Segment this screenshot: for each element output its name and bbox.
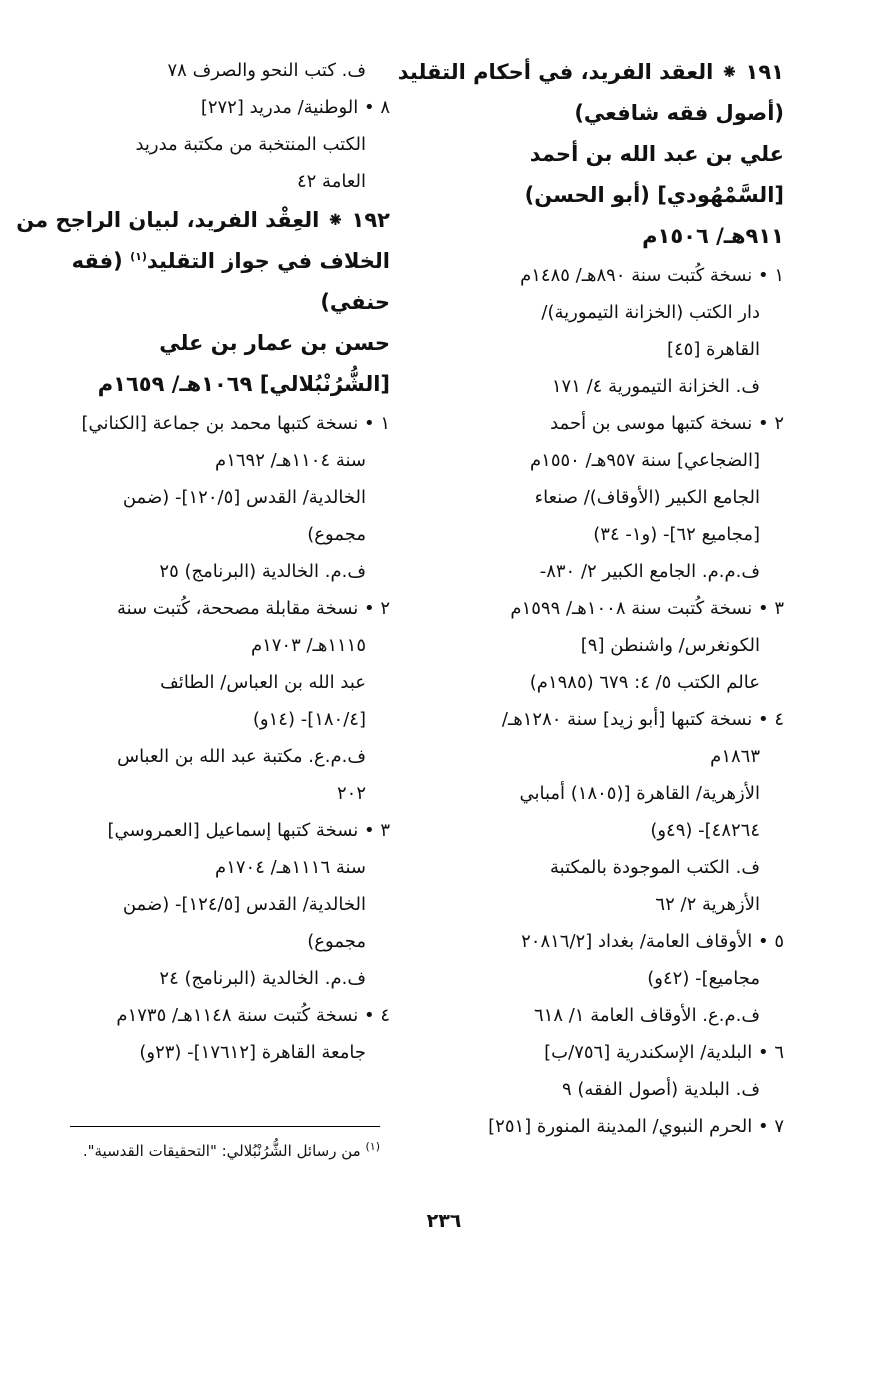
entry-line: [446, 923, 784, 960]
footnote: [20, 1139, 380, 1163]
line-text: الخالدية/ القدس [١٢٠/٥]- (ضمن: [122, 487, 366, 508]
entry-line: [446, 627, 784, 664]
line-text: دار الكتب (الخزانة التيمورية)/: [541, 302, 760, 323]
line-text: ١٨٦٣م: [710, 746, 760, 767]
line-text: الخالدية/ القدس [١٢٤/٥]- (ضمن: [122, 894, 366, 915]
entry-line: [446, 479, 784, 516]
entry-line: [60, 405, 390, 442]
footnote-reference: (١): [130, 250, 147, 263]
line-text: ١٩١ ⁕ العقد الفريد، في أحكام التقليد: [397, 60, 784, 84]
line-text: [السَّمْهُودي] (أبو الحسن): [524, 183, 784, 207]
entry-line: [446, 331, 784, 368]
line-text: ٢ • نسخة كتبها موسى بن أحمد: [550, 413, 784, 434]
line-text: ٤ • نسخة كُتبت سنة ١١٤٨هـ/ ١٧٣٥م: [116, 1005, 390, 1026]
line-text: الجامع الكبير (الأوقاف)/ صنعاء: [534, 487, 760, 508]
line-text: ١ • نسخة كتبها محمد بن جماعة [الكناني]: [81, 413, 390, 434]
line-text: ٥ • الأوقاف العامة/ بغداد [٢٠٨١٦/٢: [521, 931, 784, 952]
entry-line: [60, 553, 390, 590]
entry-line: [60, 590, 390, 627]
entry-line: [446, 590, 784, 627]
entry-heading-line: [16, 200, 390, 241]
line-text: ف. الخزانة التيمورية ٤/ ١٧١: [551, 376, 760, 397]
entry-line: [446, 257, 784, 294]
footnote-separator: [70, 1126, 380, 1127]
line-text: عبد الله بن العباس/ الطائف: [160, 672, 366, 693]
line-text: الخلاف في جواز التقليد: [146, 249, 390, 273]
line-text: الكتب المنتخبة من مكتبة مدريد: [135, 134, 366, 155]
entry-line: [60, 923, 390, 960]
line-text: ٤ • نسخة كتبها [أبو زيد] سنة ١٢٨٠هـ/: [501, 709, 784, 730]
line-text: ف. كتب النحو والصرف ٧٨: [167, 60, 366, 81]
entry-line: [446, 997, 784, 1034]
entry-heading-line: [60, 241, 390, 282]
line-text: جامعة القاهرة [١٧٦١٢]- (٢٣و): [139, 1042, 366, 1063]
entry-line: [446, 1034, 784, 1071]
entry-line: [446, 442, 784, 479]
footnote-marker: (١): [365, 1140, 380, 1153]
line-text: القاهرة [٤٥]: [666, 339, 760, 360]
entry-line: [60, 738, 390, 775]
entry-line: [446, 368, 784, 405]
line-text: ١ • نسخة كُتبت سنة ٨٩٠هـ/ ١٤٨٥م: [520, 265, 784, 286]
line-text: الأزهرية/ القاهرة [(١٨٠٥) أمبابي: [519, 783, 760, 804]
line-text: ف.م. الخالدية (البرنامج) ٢٥: [159, 561, 366, 582]
line-text: ف.م. الخالدية (البرنامج) ٢٤: [159, 968, 366, 989]
line-text: ٢٠٢: [336, 783, 366, 804]
line-text: علي بن عبد الله بن أحمد: [529, 142, 784, 166]
line-text: مجموع): [307, 524, 366, 545]
entry-line: [446, 775, 784, 812]
entry-line: [446, 886, 784, 923]
line-text: الأزهرية ٢/ ٦٢: [655, 894, 760, 915]
entry-line: [60, 664, 390, 701]
line-text: [الضجاعي] سنة ٩٥٧هـ/ ١٥٥٠م: [530, 450, 760, 471]
line-text: ١١١٥هـ/ ١٧٠٣م: [250, 635, 366, 656]
entry-line: [60, 516, 390, 553]
entry-line: [60, 812, 390, 849]
entry-heading-line: [60, 323, 390, 364]
line-text: ف. البلدية (أصول الفقه) ٩: [562, 1079, 760, 1100]
line-text: مجاميع]- (٤٢و): [647, 968, 760, 989]
entry-heading-line: [446, 93, 784, 134]
line-text: ١٩٢ ⁕ العِقْد الفريد، لبيان الراجح من: [16, 208, 390, 232]
line-text: ٤٨٢٦٤]- (٤٩و): [650, 820, 760, 841]
entry-line: [446, 812, 784, 849]
entry-heading-line: [446, 134, 784, 175]
entry-line: [60, 775, 390, 812]
entry-line: [446, 294, 784, 331]
entry-heading-line: [60, 282, 390, 323]
entry-line: [60, 89, 390, 126]
entry-heading-line: [397, 52, 784, 93]
line-text: (أصول فقه شافعي): [574, 101, 784, 125]
line-text: حسن بن عمار بن علي: [159, 331, 390, 355]
entry-heading-line: [60, 364, 390, 405]
entry-line: [60, 997, 390, 1034]
left-column: [16, 52, 390, 1071]
entry-heading-line: [446, 216, 784, 257]
line-text: حنفي): [320, 290, 390, 314]
entry-line: [60, 442, 390, 479]
entry-line: [446, 516, 784, 553]
entry-line: [446, 960, 784, 997]
line-text: سنة ١١١٦هـ/ ١٧٠٤م: [215, 857, 366, 878]
line-text: سنة ١١٠٤هـ/ ١٦٩٢م: [215, 450, 366, 471]
entry-line: [60, 163, 390, 200]
line-text: ٩١١هـ/ ١٥٠٦م: [642, 224, 784, 248]
entry-line: [60, 849, 390, 886]
line-text: ٢ • نسخة مقابلة مصححة، كُتبت سنة: [116, 598, 390, 619]
entry-line: [60, 1034, 390, 1071]
line-text-continuation: (فقه: [71, 249, 131, 273]
entry-line: [446, 849, 784, 886]
footnote-text: من رسائل الشُّرُنْبُلالي: "التحقيقات القدسية".: [82, 1142, 361, 1160]
entry-line: [60, 126, 390, 163]
entry-line: [60, 886, 390, 923]
right-column: [397, 52, 784, 1145]
line-text: [١٨٠/٤]- (١٤و): [252, 709, 366, 730]
entry-line: [60, 52, 390, 89]
line-text: ٦ • البلدية/ الإسكندرية [٧٥٦/ب]: [544, 1042, 784, 1063]
entry-line: [60, 701, 390, 738]
line-text: عالم الكتب ٥/ ٤: ٦٧٩ (١٩٨٥م): [529, 672, 760, 693]
entry-line: [446, 738, 784, 775]
entry-line: [446, 405, 784, 442]
line-text: العامة ٤٢: [296, 171, 366, 192]
entry-line: [446, 664, 784, 701]
line-text: مجموع): [307, 931, 366, 952]
line-text: [مجاميع ٦٢]- (و١- ٣٤): [593, 524, 760, 545]
line-text: ف. الكتب الموجودة بالمكتبة: [550, 857, 760, 878]
line-text: الكونغرس/ واشنطن [٩]: [580, 635, 760, 656]
line-text: [الشُّرُنْبُلالي] ١٠٦٩هـ/ ١٦٥٩م: [97, 372, 390, 396]
page-number: ٢٣٦: [426, 1210, 462, 1232]
line-text: ٣ • نسخة كتبها إسماعيل [العمروسي]: [107, 820, 390, 841]
line-text: ٣ • نسخة كُتبت سنة ١٠٠٨هـ/ ١٥٩٩م: [510, 598, 784, 619]
line-text: ف.م.ع. الأوقاف العامة ١/ ٦١٨: [533, 1005, 760, 1026]
entry-line: [446, 553, 784, 590]
entry-line: [60, 960, 390, 997]
entry-heading-line: [446, 175, 784, 216]
entry-line: [446, 1071, 784, 1108]
entry-line: [60, 479, 390, 516]
line-text: ف.م.ع. مكتبة عبد الله بن العباس: [117, 746, 366, 767]
line-text: ٧ • الحرم النبوي/ المدينة المنورة [٢٥١]: [488, 1116, 784, 1137]
entry-line: [60, 627, 390, 664]
entry-line: [446, 1108, 784, 1145]
entry-line: [446, 701, 784, 738]
line-text: ف.م.م. الجامع الكبير ٢/ ٨٣٠-: [539, 561, 760, 582]
line-text: ٨ • الوطنية/ مدريد [٢٧٢]: [200, 97, 390, 118]
